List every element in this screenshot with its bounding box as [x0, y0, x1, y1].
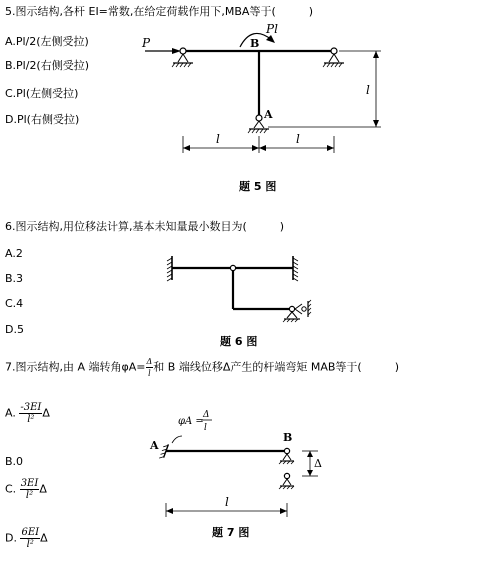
q5-label-p: P: [142, 36, 151, 50]
q5-label-pl: Pl: [266, 22, 278, 36]
q7-label-a: A: [150, 439, 159, 452]
q6-caption: 题 6 图: [220, 335, 258, 348]
q7-option-d: D. $\frac{6EI}{\text{l²}}$ Δ: [5, 527, 48, 550]
q7-option-a: A. $\frac{-3EI}{\text{l²}}$ Δ: [5, 402, 50, 425]
q6-stem: 6.图示结构,用位移法计算,基本未知量最小数目为( ): [5, 220, 285, 233]
q5-option-c: C.Pl(左侧受拉): [5, 87, 79, 100]
q7-stem-fraction: $\frac{\Delta}{l}$: [146, 357, 153, 378]
q5-option-a: A.Pl/2(左侧受拉): [5, 35, 89, 48]
q7-label-delta: Δ: [314, 457, 322, 470]
q7-stem-suffix: 和 B 端线位移Δ产生的杆端弯矩 MAB等于( ): [153, 360, 400, 374]
q5-label-l-right: l: [296, 132, 300, 146]
q7-option-b: B.0: [5, 455, 24, 468]
q5-stem: 5.图示结构,各杆 EI=常数,在给定荷载作用下,MBA等于( ): [5, 5, 314, 18]
q7-label-phi: φA =: [178, 416, 204, 427]
q5-option-b: B.Pl/2(右侧受拉): [5, 59, 90, 72]
q7-rotation-arrow: [172, 436, 182, 443]
q5-label-a: A: [264, 108, 273, 121]
q7-option-c: C. $\frac{3EI}{\text{l²}}$ Δ: [5, 478, 47, 501]
q5-label-b: B: [250, 37, 260, 50]
q7-stem-prefix: 7.图示结构,由 A 端转角φA=: [5, 360, 146, 374]
q7-label-phi-den: l: [204, 423, 207, 433]
q7-option-c-fraction: $\frac{3EI}{\text{l²}}$: [20, 478, 39, 501]
q6-option-b: B.3: [5, 272, 24, 285]
q7-label-b: B: [283, 431, 293, 444]
q7-label-phi-num: Δ: [203, 410, 210, 420]
q6-option-a: A.2: [5, 247, 23, 260]
q7-option-a-fraction: $\frac{-3EI}{\text{l²}}$: [20, 402, 42, 425]
q7-caption: 题 7 图: [212, 526, 250, 539]
q5-label-l-left: l: [216, 132, 220, 146]
q7-support-original: [279, 473, 294, 489]
q7-option-d-fraction: $\frac{6EI}{\text{l²}}$: [21, 527, 40, 550]
q5-caption: 题 5 图: [239, 180, 277, 193]
q7-label-l: l: [225, 495, 229, 509]
q6-option-d: D.5: [5, 323, 24, 336]
q5-option-d: D.Pl(右侧受拉): [5, 113, 80, 126]
q6-option-c: C.4: [5, 297, 24, 310]
q5-label-l-height: l: [366, 83, 370, 97]
